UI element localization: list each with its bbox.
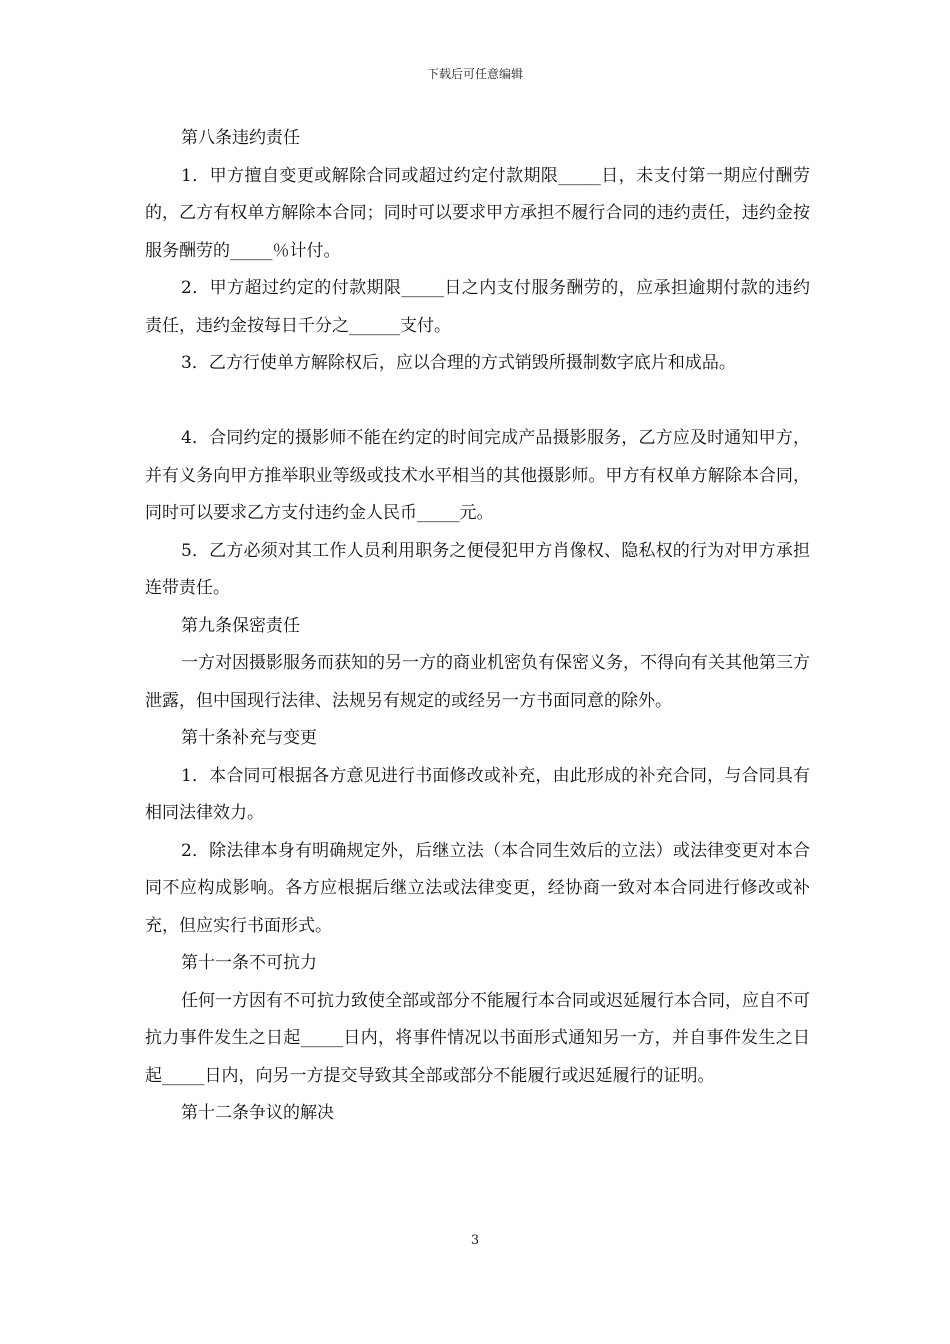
- clause-11-body: 任何一方因有不可抗力致使全部或部分不能履行本合同或迟延履行本合同，应自不可抗力事件发生之日起_____日内，将事件情况以书面形式通知另一方，并自事件发生之日起_____日内，向另一方提交导致其全部或部分不能履行或迟延履行的证明。: [145, 990, 810, 1086]
- article-heading-12: 第十二条争议的解决: [181, 1103, 334, 1123]
- clause-8-5: 5．乙方必须对其工作人员利用职务之便侵犯甲方肖像权、隐私权的行为对甲方承担连带责任。: [145, 540, 810, 598]
- clause-8-2: 2．甲方超过约定的付款期限_____日之内支付服务酬劳的，应承担逾期付款的违约责任，违约金按每日千分之______支付。: [145, 278, 810, 336]
- page-header: 下载后可任意编辑: [426, 67, 523, 81]
- article-heading-8: 第八条违约责任: [181, 128, 300, 148]
- clause-9-body: 一方对因摄影服务而获知的另一方的商业机密负有保密义务，不得向有关其他第三方泄露，但中国现行法律、法规另有规定的或经另一方书面同意的除外。: [145, 653, 810, 711]
- clause-8-4: 4．合同约定的摄影师不能在约定的时间完成产品摄影服务，乙方应及时通知甲方，并有义务向甲方推举职业等级或技术水平相当的其他摄影师。甲方有权单方解除本合同，同时可以要求乙方支付违约金人民币_____元。: [145, 428, 810, 523]
- clause-10-2: 2．除法律本身有明确规定外，后继立法（本合同生效后的立法）或法律变更对本合同不应构成影响。各方应根据后继立法或法律变更，经协商一致对本合同进行修改或补充，但应实行书面形式。: [145, 840, 810, 936]
- article-heading-9: 第九条保密责任: [181, 615, 300, 636]
- clause-8-3: 3．乙方行使单方解除权后，应以合理的方式销毁所摄制数字底片和成品。: [181, 353, 736, 373]
- blank-line: [145, 383, 810, 421]
- clause-8-1: 1．甲方擅自变更或解除合同或超过约定付款期限_____日，未支付第一期应付酬劳的，乙方有权单方解除本合同；同时可以要求甲方承担不履行合同的违约责任，违约金按服务酬劳的_____％计付。: [145, 165, 810, 261]
- article-heading-10: 第十条补充与变更: [181, 728, 317, 748]
- page-number: 3: [470, 1233, 480, 1248]
- article-heading-11: 第十一条不可抗力: [181, 953, 317, 973]
- clause-10-1: 1．本合同可根据各方意见进行书面修改或补充，由此形成的补充合同，与合同具有相同法律效力。: [145, 765, 810, 823]
- document-body: [145, 120, 810, 1133]
